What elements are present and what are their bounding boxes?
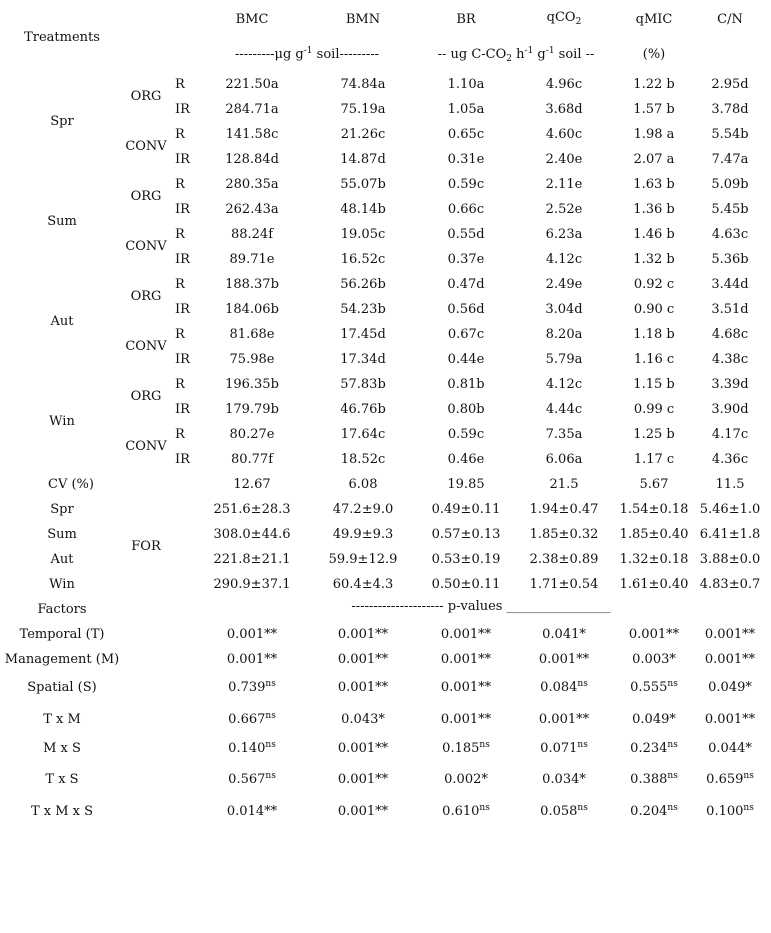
factors-label: Factors	[37, 602, 87, 617]
pvalue-cn: 0.001**	[704, 712, 756, 727]
cell-br: 0.59c	[447, 427, 485, 442]
cell-qco2: 4.44c	[545, 402, 583, 417]
cell-br: 0.56d	[447, 302, 485, 317]
season-label: Spr	[50, 114, 74, 129]
irrigation-label: IR	[175, 202, 190, 217]
for-bmn: 59.9±12.9	[328, 552, 398, 567]
cell-cn: 5.36b	[711, 252, 749, 267]
cv-cn: 11.5	[715, 477, 745, 492]
cell-qmic: 0.90 c	[633, 302, 675, 317]
pvalue-qmic: $0.234^{ns}$	[630, 740, 678, 756]
for-label: FOR	[131, 539, 161, 554]
irrigation-label: R	[175, 327, 185, 342]
pvalue-bmc: $0.140^{ns}$	[228, 740, 276, 756]
factor-label: M x S	[43, 741, 81, 756]
for-bmn: 60.4±4.3	[332, 577, 394, 592]
cell-cn: 4.17c	[711, 427, 749, 442]
cell-qmic: 1.46 b	[633, 227, 675, 242]
pvalue-qmic: 0.001**	[628, 627, 680, 642]
cell-bmn: 56.26b	[340, 277, 386, 292]
cell-cn: 5.54b	[711, 127, 749, 142]
cell-cn: 2.95d	[711, 77, 749, 92]
cell-bmc: 81.68e	[229, 327, 275, 342]
for-cn: 3.88±0.0	[699, 552, 761, 567]
irrigation-label: R	[175, 77, 185, 92]
cell-br: 0.31e	[447, 152, 485, 167]
for-qmic: 1.61±0.40	[619, 577, 689, 592]
pvalue-bmn: 0.043*	[341, 712, 385, 727]
cell-bmn: 54.23b	[340, 302, 386, 317]
pvalue-qmic: $0.204^{ns}$	[630, 803, 678, 819]
pvalue-bmn: 0.001**	[337, 680, 389, 695]
pvalue-qco2: 0.001**	[538, 652, 590, 667]
cell-cn: 4.68c	[711, 327, 749, 342]
cell-qco2: 8.20a	[545, 327, 583, 342]
cell-br: 0.59c	[447, 177, 485, 192]
for-season-label: Aut	[50, 552, 74, 567]
pvalue-cn: 0.001**	[704, 627, 756, 642]
cv-qmic: 5.67	[639, 477, 669, 492]
season-label: Win	[49, 414, 75, 429]
factor-label: T x M x S	[30, 804, 94, 819]
irrigation-label: IR	[175, 252, 190, 267]
cell-bmc: 179.79b	[225, 402, 279, 417]
pvalue-cn: $0.659^{ns}$	[706, 771, 754, 787]
cell-br: 0.65c	[447, 127, 485, 142]
pvalue-bmc: 0.001**	[226, 652, 278, 667]
for-qmic: 1.85±0.40	[619, 527, 689, 542]
cell-br: 0.67c	[447, 327, 485, 342]
for-br: 0.50±0.11	[431, 577, 501, 592]
cell-bmn: 75.19a	[340, 102, 386, 117]
pvalue-qco2: 0.034*	[542, 772, 586, 787]
cell-br: 0.44e	[447, 352, 485, 367]
for-bmc: 221.8±21.1	[213, 552, 291, 567]
cell-cn: 5.45b	[711, 202, 749, 217]
cell-qmic: 1.57 b	[633, 102, 675, 117]
cell-qmic: 1.25 b	[633, 427, 675, 442]
cell-qco2: 2.40e	[545, 152, 583, 167]
for-qmic: 1.54±0.18	[619, 502, 689, 517]
system-label: CONV	[125, 439, 167, 454]
pvalue-qco2: 0.041*	[542, 627, 586, 642]
pvalue-br: $0.185^{ns}$	[442, 740, 490, 756]
cell-qco2: 6.06a	[545, 452, 583, 467]
factor-label: Management (M)	[4, 652, 120, 667]
irrigation-label: R	[175, 277, 185, 292]
cell-bmn: 17.45d	[340, 327, 386, 342]
irrigation-label: IR	[175, 102, 190, 117]
for-bmc: 308.0±44.6	[213, 527, 291, 542]
cell-cn: 4.38c	[711, 352, 749, 367]
pvalue-cn: 0.044*	[708, 741, 752, 756]
cell-cn: 3.78d	[711, 102, 749, 117]
for-cn: 6.41±1.8	[699, 527, 761, 542]
factor-label: Temporal (T)	[19, 627, 105, 642]
cell-qmic: 1.63 b	[633, 177, 675, 192]
pvalue-bmc: $0.667^{ns}$	[228, 711, 276, 727]
factor-label: T x M	[43, 712, 81, 727]
cell-cn: 4.36c	[711, 452, 749, 467]
cell-qmic: 1.32 b	[633, 252, 675, 267]
pvalue-br: 0.001**	[440, 712, 492, 727]
cell-bmn: 14.87d	[340, 152, 386, 167]
for-bmn: 47.2±9.0	[332, 502, 394, 517]
cell-qco2: 5.79a	[545, 352, 583, 367]
col-header-qco2: qCO$_2$	[546, 10, 582, 27]
cv-bmc: 12.67	[233, 477, 271, 492]
pvalue-qco2: $0.084^{ns}$	[540, 679, 588, 695]
pvalue-br: 0.001**	[440, 680, 492, 695]
cell-br: 1.10a	[447, 77, 485, 92]
cell-bmn: 19.05c	[340, 227, 386, 242]
cell-bmn: 18.52c	[340, 452, 386, 467]
cell-bmn: 17.64c	[340, 427, 386, 442]
cell-qmic: 1.22 b	[633, 77, 675, 92]
cell-br: 0.81b	[447, 377, 485, 392]
irrigation-label: R	[175, 377, 185, 392]
irrigation-label: IR	[175, 152, 190, 167]
cell-bmc: 196.35b	[225, 377, 279, 392]
cell-qmic: 0.92 c	[633, 277, 675, 292]
pvalue-bmn: 0.001**	[337, 652, 389, 667]
system-label: ORG	[130, 389, 162, 404]
cell-qco2: 2.49e	[545, 277, 583, 292]
cell-cn: 3.39d	[711, 377, 749, 392]
system-label: CONV	[125, 139, 167, 154]
cell-qco2: 6.23a	[545, 227, 583, 242]
pvalue-br: 0.001**	[440, 627, 492, 642]
pvalue-bmn: 0.001**	[337, 772, 389, 787]
for-qco2: 1.85±0.32	[529, 527, 599, 542]
for-br: 0.57±0.13	[431, 527, 501, 542]
cell-qmic: 2.07 a	[633, 152, 675, 167]
pvalue-qco2: $0.058^{ns}$	[540, 803, 588, 819]
col-header-cn: C/N	[717, 12, 743, 27]
cell-bmc: 89.71e	[229, 252, 275, 267]
cell-bmc: 188.37b	[225, 277, 279, 292]
pvalue-bmc: 0.014**	[226, 804, 278, 819]
system-label: CONV	[125, 339, 167, 354]
factor-label: Spatial (S)	[27, 680, 97, 695]
for-season-label: Win	[49, 577, 75, 592]
cell-bmn: 46.76b	[340, 402, 386, 417]
factor-label: T x S	[45, 772, 79, 787]
irrigation-label: IR	[175, 402, 190, 417]
cell-bmc: 128.84d	[225, 152, 279, 167]
cell-qco2: 7.35a	[545, 427, 583, 442]
for-br: 0.53±0.19	[431, 552, 501, 567]
pvalue-bmc: 0.001**	[226, 627, 278, 642]
irrigation-label: R	[175, 177, 185, 192]
cell-qmic: 1.16 c	[633, 352, 675, 367]
cell-br: 0.80b	[447, 402, 485, 417]
for-qco2: 2.38±0.89	[529, 552, 599, 567]
cell-bmc: 184.06b	[225, 302, 279, 317]
cell-bmc: 221.50a	[225, 77, 279, 92]
pvalue-qco2: 0.001**	[538, 712, 590, 727]
irrigation-label: IR	[175, 352, 190, 367]
pvalue-bmc: $0.567^{ns}$	[228, 771, 276, 787]
season-label: Aut	[50, 314, 74, 329]
cell-bmc: 280.35a	[225, 177, 279, 192]
cell-bmn: 48.14b	[340, 202, 386, 217]
cell-cn: 7.47a	[711, 152, 749, 167]
col-header-bmc: BMC	[235, 12, 269, 27]
cell-qmic: 1.18 b	[633, 327, 675, 342]
unit-biomass: ---------μg $g^{-1}$ soil---------	[234, 46, 380, 62]
for-bmc: 290.9±37.1	[213, 577, 291, 592]
for-qco2: 1.94±0.47	[529, 502, 599, 517]
cell-bmn: 17.34d	[340, 352, 386, 367]
cell-cn: 3.44d	[711, 277, 749, 292]
cell-qmic: 1.15 b	[633, 377, 675, 392]
cell-qco2: 4.60c	[545, 127, 583, 142]
pvalue-qmic: 0.049*	[632, 712, 676, 727]
for-cn: 5.46±1.0	[699, 502, 761, 517]
cell-br: 0.66c	[447, 202, 485, 217]
col-header-qmic: qMIC	[635, 12, 673, 27]
pvalue-bmn: 0.001**	[337, 804, 389, 819]
cell-cn: 5.09b	[711, 177, 749, 192]
cell-qmic: 1.36 b	[633, 202, 675, 217]
col-header-br: BR	[456, 12, 476, 27]
for-bmn: 49.9±9.3	[332, 527, 394, 542]
unit-respiration: -- ug $C-CO_2$ $h^{-1}$ $g^{-1}$ soil --	[437, 46, 595, 64]
cell-qco2: 4.96c	[545, 77, 583, 92]
pvalue-cn: 0.001**	[704, 652, 756, 667]
cell-qmic: 0.99 c	[633, 402, 675, 417]
cell-qco2: 3.04d	[545, 302, 583, 317]
cell-bmc: 75.98e	[229, 352, 275, 367]
cell-qco2: 2.11e	[545, 177, 583, 192]
cell-cn: 4.63c	[711, 227, 749, 242]
for-cn: 4.83±0.7	[699, 577, 761, 592]
for-season-label: Spr	[50, 502, 74, 517]
cell-qco2: 4.12c	[545, 377, 583, 392]
cell-qco2: 2.52e	[545, 202, 583, 217]
irrigation-label: R	[175, 427, 185, 442]
unit-qmic: (%)	[642, 47, 666, 62]
cell-qmic: 1.98 a	[633, 127, 675, 142]
cell-br: 0.47d	[447, 277, 485, 292]
cv-label: CV (%)	[48, 477, 94, 492]
pvalue-bmn: 0.001**	[337, 741, 389, 756]
cell-bmc: 80.27e	[229, 427, 275, 442]
pvalue-qmic: 0.003*	[632, 652, 676, 667]
treatments-header: Treatments	[24, 30, 100, 45]
cell-qco2: 4.12c	[545, 252, 583, 267]
cell-bmc: 284.71a	[225, 102, 279, 117]
cv-br: 19.85	[447, 477, 485, 492]
cell-bmc: 262.43a	[225, 202, 279, 217]
irrigation-label: IR	[175, 302, 190, 317]
cell-qmic: 1.17 c	[633, 452, 675, 467]
cell-br: 0.37e	[447, 252, 485, 267]
system-label: ORG	[130, 189, 162, 204]
for-br: 0.49±0.11	[431, 502, 501, 517]
cell-bmc: 141.58c	[225, 127, 279, 142]
for-bmc: 251.6±28.3	[213, 502, 291, 517]
cell-qco2: 3.68d	[545, 102, 583, 117]
pvalue-br: 0.001**	[440, 652, 492, 667]
cell-bmn: 21.26c	[340, 127, 386, 142]
irrigation-label: R	[175, 127, 185, 142]
system-label: ORG	[130, 289, 162, 304]
pvalue-qmic: $0.388^{ns}$	[630, 771, 678, 787]
pvalue-bmc: $0.739^{ns}$	[228, 679, 276, 695]
cell-bmn: 57.83b	[340, 377, 386, 392]
cv-bmn: 6.08	[348, 477, 378, 492]
cell-cn: 3.51d	[711, 302, 749, 317]
cell-br: 0.46e	[447, 452, 485, 467]
cell-cn: 3.90d	[711, 402, 749, 417]
pvalue-qco2: $0.071^{ns}$	[540, 740, 588, 756]
season-label: Sum	[47, 214, 77, 229]
pvalues-label: --------------------- p-values ________________	[351, 599, 611, 614]
irrigation-label: IR	[175, 452, 190, 467]
pvalue-br: 0.002*	[444, 772, 488, 787]
cell-bmn: 74.84a	[340, 77, 386, 92]
cell-bmn: 55.07b	[340, 177, 386, 192]
pvalue-cn: 0.049*	[708, 680, 752, 695]
irrigation-label: R	[175, 227, 185, 242]
system-label: ORG	[130, 89, 162, 104]
cell-br: 1.05a	[447, 102, 485, 117]
cv-qco2: 21.5	[549, 477, 579, 492]
cell-bmc: 88.24f	[230, 227, 274, 242]
pvalue-bmn: 0.001**	[337, 627, 389, 642]
for-qmic: 1.32±0.18	[619, 552, 689, 567]
for-season-label: Sum	[47, 527, 77, 542]
pvalue-br: $0.610^{ns}$	[442, 803, 490, 819]
col-header-bmn: BMN	[345, 12, 381, 27]
system-label: CONV	[125, 239, 167, 254]
cell-bmc: 80.77f	[230, 452, 274, 467]
cell-bmn: 16.52c	[340, 252, 386, 267]
pvalue-qmic: $0.555^{ns}$	[630, 679, 678, 695]
cell-br: 0.55d	[447, 227, 485, 242]
pvalue-cn: $0.100^{ns}$	[706, 803, 754, 819]
for-qco2: 1.71±0.54	[529, 577, 599, 592]
